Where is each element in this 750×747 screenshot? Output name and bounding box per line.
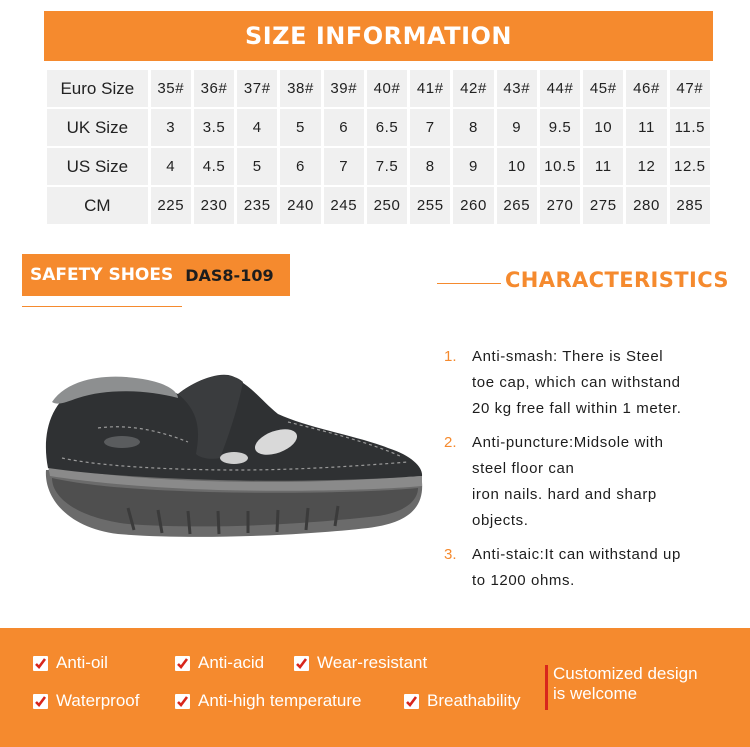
characteristic-number: 2. [444, 434, 457, 451]
size-cell: 9.5 [540, 109, 580, 146]
feature-item [175, 653, 264, 673]
size-information-header [44, 11, 713, 61]
size-cell: 280 [626, 187, 666, 224]
size-row-label: US Size [47, 148, 148, 185]
size-cell: 6 [324, 109, 364, 146]
characteristic-text [472, 430, 664, 534]
size-cell: 39# [324, 70, 364, 107]
characteristic-item [444, 430, 744, 534]
size-information-title: SIZE INFORMATION [244, 22, 513, 50]
size-cell: 40# [367, 70, 407, 107]
characteristic-line: iron nails. hard and sharp [472, 486, 657, 503]
size-cell: 38# [280, 70, 320, 107]
product-banner [22, 254, 290, 296]
checkmark-icon [33, 694, 48, 709]
feature-item [33, 653, 108, 673]
size-cell: 8 [453, 109, 493, 146]
size-cell: 225 [151, 187, 191, 224]
feature-label: Anti-acid [198, 653, 265, 672]
size-cell: 11 [626, 109, 666, 146]
customized-design-promo [553, 664, 698, 704]
size-cell: 46# [626, 70, 666, 107]
size-cell: 10 [497, 148, 537, 185]
size-cell: 5 [280, 109, 320, 146]
characteristic-line: to 1200 ohms. [472, 572, 575, 589]
promo-line-1: Customized design [553, 664, 698, 683]
feature-item [175, 691, 361, 711]
size-cell: 10.5 [540, 148, 580, 185]
features-footer [0, 628, 750, 747]
feature-item [33, 691, 139, 711]
characteristic-text [472, 344, 682, 422]
size-cell: 4.5 [194, 148, 234, 185]
promo-accent-bar [545, 665, 548, 710]
size-cell: 7 [410, 109, 450, 146]
feature-label: Anti-high temperature [198, 691, 362, 710]
size-cell: 6 [280, 148, 320, 185]
product-name: SAFETY SHOES [30, 265, 174, 285]
characteristic-line: toe cap, which can withstand [472, 374, 681, 391]
feature-item [294, 653, 427, 673]
size-cell: 37# [237, 70, 277, 107]
size-cell: 3.5 [194, 109, 234, 146]
size-table [44, 68, 713, 226]
characteristics-title: CHARACTERISTICS [505, 268, 729, 292]
size-cell: 42# [453, 70, 493, 107]
feature-label: Anti-oil [56, 653, 108, 672]
feature-label: Breathability [427, 691, 521, 710]
feature-label: Waterproof [56, 691, 140, 710]
checkmark-icon [175, 694, 190, 709]
checkmark-icon [175, 656, 190, 671]
characteristics-list [444, 344, 744, 602]
banner-underline [22, 306, 182, 307]
checkmark-icon [33, 656, 48, 671]
size-cell: 4 [237, 109, 277, 146]
size-cell: 36# [194, 70, 234, 107]
size-cell: 4 [151, 148, 191, 185]
checkmark-icon [294, 656, 309, 671]
characteristic-line: objects. [472, 512, 529, 529]
size-cell: 35# [151, 70, 191, 107]
promo-line-2: is welcome [553, 684, 638, 703]
size-cell: 8 [410, 148, 450, 185]
size-cell: 240 [280, 187, 320, 224]
characteristic-number: 1. [444, 348, 457, 365]
size-cell: 10 [583, 109, 623, 146]
size-cell: 11 [583, 148, 623, 185]
size-cell: 6.5 [367, 109, 407, 146]
characteristic-line: 20 kg free fall within 1 meter. [472, 400, 682, 417]
characteristic-line: steel floor can [472, 460, 575, 477]
size-cell: 265 [497, 187, 537, 224]
characteristic-number: 3. [444, 546, 457, 563]
size-cell: 12 [626, 148, 666, 185]
safety-shoe-image [38, 358, 428, 540]
size-cell: 9 [497, 109, 537, 146]
characteristic-item [444, 542, 744, 594]
size-cell: 235 [237, 187, 277, 224]
size-cell: 9 [453, 148, 493, 185]
characteristic-line: Anti-staic:It can withstand up [472, 546, 681, 563]
size-row [47, 187, 710, 224]
size-cell: 47# [670, 70, 710, 107]
characteristic-text [472, 542, 681, 594]
size-cell: 11.5 [670, 109, 710, 146]
size-cell: 7 [324, 148, 364, 185]
characteristic-line: Anti-puncture:Midsole with [472, 434, 664, 451]
size-row [47, 148, 710, 185]
size-cell: 285 [670, 187, 710, 224]
checkmark-icon [404, 694, 419, 709]
size-cell: 44# [540, 70, 580, 107]
feature-label: Wear-resistant [317, 653, 428, 672]
size-cell: 255 [410, 187, 450, 224]
size-row [47, 109, 710, 146]
size-row-label: Euro Size [47, 70, 148, 107]
size-cell: 275 [583, 187, 623, 224]
size-cell: 270 [540, 187, 580, 224]
size-cell: 12.5 [670, 148, 710, 185]
size-cell: 7.5 [367, 148, 407, 185]
size-row-label: UK Size [47, 109, 148, 146]
size-cell: 5 [237, 148, 277, 185]
size-cell: 250 [367, 187, 407, 224]
characteristic-item [444, 344, 744, 422]
size-cell: 45# [583, 70, 623, 107]
product-model: DAS8-109 [185, 265, 274, 285]
size-cell: 3 [151, 109, 191, 146]
size-cell: 43# [497, 70, 537, 107]
size-row [47, 70, 710, 107]
size-row-label: CM [47, 187, 148, 224]
size-cell: 41# [410, 70, 450, 107]
size-cell: 245 [324, 187, 364, 224]
characteristics-divider [437, 283, 501, 284]
characteristic-line: Anti-smash: There is Steel [472, 348, 664, 365]
size-cell: 230 [194, 187, 234, 224]
size-cell: 260 [453, 187, 493, 224]
feature-item [404, 691, 521, 711]
